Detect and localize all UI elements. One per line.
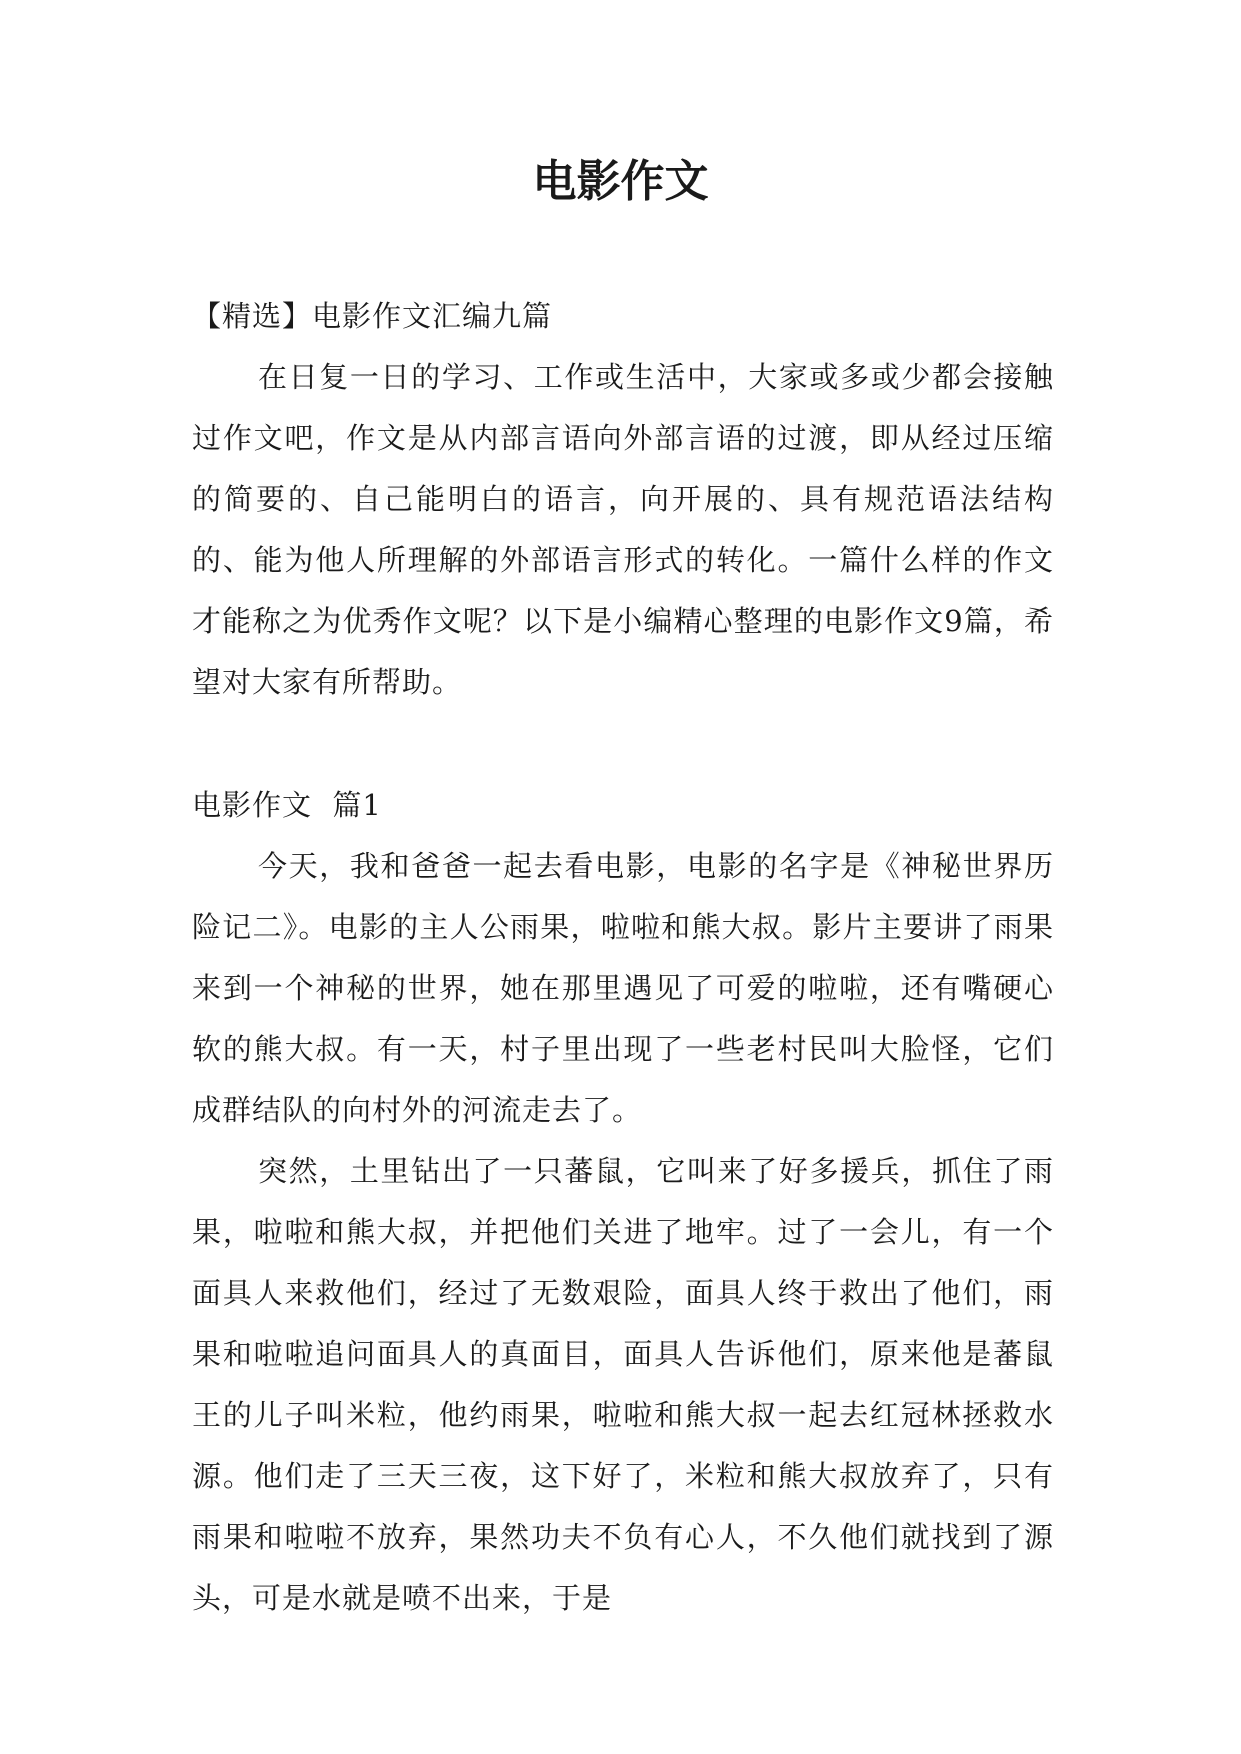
section-spacer — [192, 713, 1054, 775]
intro-paragraph: 在日复一日的学习、工作或生活中，大家或多或少都会接触过作文吧，作文是从内部言语向外部言语的过渡，即从经过压缩的简要的、自己能明白的语言，向开展的、具有规范语法结构的、能为他人所理解的外部语言形式的转化。一篇什么样的作文才能称之为优秀作文呢？以下是小编精心整理的电影作文9篇，希望对大家有所帮助。 — [192, 360, 1054, 699]
section-heading: 电影作文 篇1 — [192, 788, 382, 822]
document-body — [192, 286, 1054, 1629]
document-subtitle: 【精选】电影作文汇编九篇 — [192, 299, 553, 333]
body-paragraph: 突然，土里钻出了一只蕃鼠，它叫来了好多援兵，抓住了雨果，啦啦和熊大叔，并把他们关进了地牢。过了一会儿，有一个面具人来救他们，经过了无数艰险，面具人终于救出了他们，雨果和啦啦追问面具人的真面目，面具人告诉他们，原来他是蕃鼠王的儿子叫米粒，他约雨果，啦啦和熊大叔一起去红冠林拯救水源。他们走了三天三夜，这下好了，米粒和熊大叔放弃了，只有雨果和啦啦不放弃，果然功夫不负有心人，不久他们就找到了源头，可是水就是喷不出来，于是 — [192, 1154, 1054, 1615]
document-title: 电影作文 — [532, 156, 709, 207]
body-paragraph: 今天，我和爸爸一起去看电影，电影的名字是《神秘世界历险记二》。电影的主人公雨果，啦啦和熊大叔。影片主要讲了雨果来到一个神秘的世界，她在那里遇见了可爱的啦啦，还有嘴硬心软的熊大叔。有一天，村子里出现了一些老村民叫大脸怪，它们成群结队的向村外的河流走去了。 — [192, 849, 1054, 1127]
